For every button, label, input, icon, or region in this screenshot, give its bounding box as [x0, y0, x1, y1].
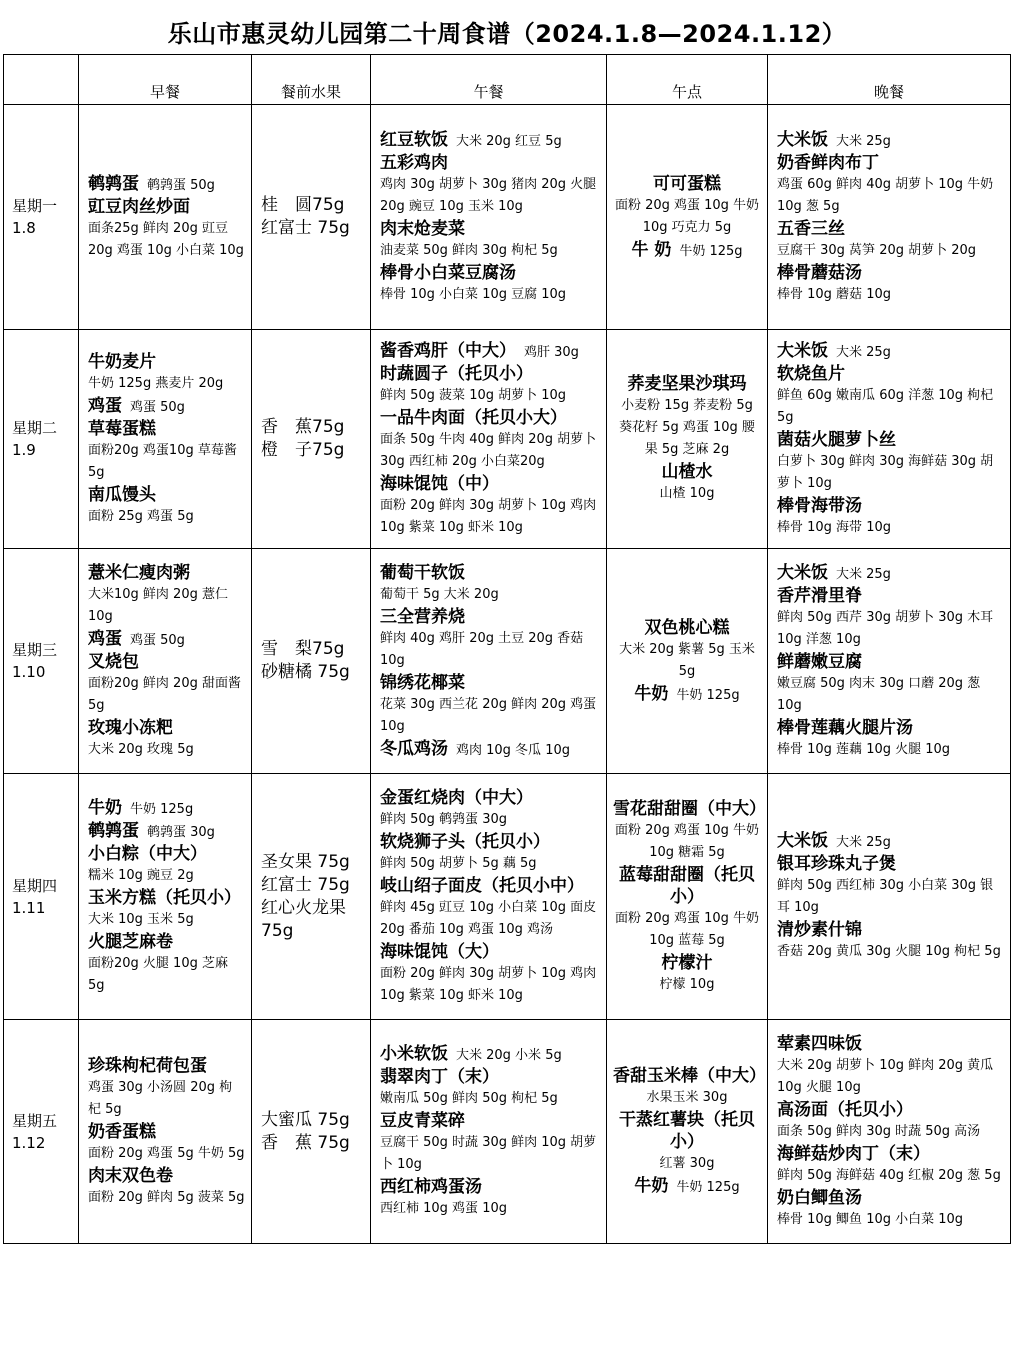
dish-ingredients: 鲜肉 50g 菠菜 10g 胡萝卜 10g — [380, 387, 567, 403]
dish-item — [777, 1143, 1004, 1165]
dish-ingredients: 油麦菜 50g 鲜肉 30g 枸杞 5g — [380, 242, 558, 258]
dish-item — [777, 152, 1004, 174]
dish-ingredients: 白萝卜 30g 鲜肉 30g 海鲜菇 30g 胡萝卜 10g — [777, 453, 994, 491]
dish-item — [777, 429, 1004, 451]
dish-item — [613, 173, 761, 195]
dish-item — [380, 672, 600, 694]
dish-ingredients: 大米 20g 胡萝卜 10g 鲜肉 20g 黄瓜 10g 火腿 10g — [777, 1057, 994, 1095]
dish-name: 岐山绍子面皮（托贝小中） — [380, 875, 584, 896]
day-date: 1.9 — [12, 441, 36, 459]
snack-cell — [607, 105, 768, 330]
dish-name: 豆皮青菜碎 — [380, 1111, 465, 1131]
dish-ingredients: 大米10g 鲜肉 20g 薏仁 10g — [88, 586, 228, 624]
dish-name: 荞麦坚果沙琪玛 — [627, 374, 747, 394]
day-date: 1.8 — [12, 219, 36, 237]
dish-ingredients: 小麦粉 15g 荞麦粉 5g 葵花籽 5g 鸡蛋 10g 腰果 5g 芝麻 2g — [619, 398, 755, 457]
dish-name: 鸡蛋 — [88, 395, 122, 416]
dish-name: 鹌鹑蛋 — [88, 173, 139, 194]
dish-item — [88, 1165, 245, 1187]
dish-name: 肉末双色卷 — [88, 1165, 173, 1186]
dish-ingredients: 面粉 20g 鸡蛋 10g 牛奶 10g 糖霜 5g — [614, 822, 760, 860]
dish-ingredients: 鲜肉 50g 西红柿 30g 小白菜 30g 银耳 10g — [777, 878, 994, 915]
dish-ingredients: 面粉 20g 鲜肉 30g 胡萝卜 10g 鸡肉 10g 紫菜 10g 虾米 10g — [380, 497, 597, 535]
dish-ingredients: 面条 50g 牛肉 40g 鲜肉 20g 胡萝卜 30g 西红柿 20g 小白菜20g — [380, 431, 597, 469]
dish-name: 小白粽（中大） — [88, 843, 207, 864]
day-name: 星期二 — [12, 419, 58, 437]
dish-ingredients: 水果玉米 30g — [646, 1090, 728, 1105]
dish-item — [777, 363, 1004, 385]
dish-name: 肉末炝麦菜 — [380, 218, 465, 239]
header-fruit: 餐前水果 — [252, 55, 371, 105]
dish-name: 红豆软饭 — [380, 129, 448, 150]
lunch-cell — [371, 549, 607, 774]
header-breakfast: 早餐 — [79, 55, 252, 105]
dish-name: 大米饭 — [777, 562, 828, 583]
dish-ingredients: 鹌鹑蛋 30g — [147, 824, 215, 840]
dish-item — [777, 717, 1004, 739]
dish-name: 锦绣花椰菜 — [380, 672, 465, 693]
dish-item — [380, 1110, 600, 1132]
dinner-cell — [768, 330, 1011, 549]
dish-ingredients: 大米 25g — [836, 835, 891, 850]
dish-name: 牛奶 — [634, 683, 669, 704]
dish-name: 三全营养烧 — [380, 606, 465, 627]
dish-name: 银耳珍珠丸子煲 — [777, 854, 896, 874]
dish-item — [88, 395, 245, 418]
dish-item — [380, 787, 600, 809]
day-name: 星期一 — [12, 197, 58, 215]
dish-item — [613, 1065, 766, 1087]
dish-name: 棒骨莲藕火腿片汤 — [777, 717, 913, 738]
dish-name: 五彩鸡肉 — [380, 152, 448, 173]
dish-ingredients: 鹌鹑蛋 50g — [147, 177, 215, 193]
dish-item — [88, 562, 245, 584]
dish-ingredients: 牛奶 125g — [676, 687, 740, 703]
dish-item — [777, 830, 1004, 853]
dish-name: 牛奶 — [634, 1176, 669, 1196]
dish-item — [777, 129, 1004, 152]
dish-ingredients: 面粉 20g 鲜肉 5g 菠菜 5g — [88, 1189, 245, 1205]
dish-item — [88, 820, 245, 843]
dish-name: 鹌鹑蛋 — [88, 820, 139, 841]
fruit-item: 大蜜瓜 75g — [261, 1109, 350, 1130]
breakfast-cell — [79, 330, 252, 549]
dish-item — [777, 919, 1004, 941]
dish-name: 菌菇火腿萝卜丝 — [777, 429, 896, 450]
dish-ingredients: 大米 20g 玫瑰 5g — [88, 741, 194, 757]
breakfast-cell — [79, 774, 252, 1020]
header-lunch: 午餐 — [371, 55, 607, 105]
dish-name: 叉烧包 — [88, 651, 139, 672]
dish-name: 荤素四味饭 — [777, 1033, 862, 1054]
dish-name: 蓝莓甜甜圈（托贝小） — [619, 864, 755, 907]
dish-name: 火腿芝麻卷 — [88, 931, 173, 952]
fruit-item: 桂 圆75g — [261, 195, 345, 215]
dish-name: 海鲜菇炒肉丁（末） — [777, 1143, 930, 1164]
dish-name: 干蒸红薯块（托贝小） — [619, 1110, 755, 1152]
dish-name: 葡萄干软饭 — [380, 562, 465, 583]
dish-item — [613, 798, 766, 820]
day-cell — [4, 1020, 79, 1244]
dish-ingredients: 大米 25g — [836, 133, 891, 149]
dish-item — [777, 1187, 1004, 1209]
dish-item — [380, 941, 600, 963]
dish-name: 软烧狮子头（托贝小） — [380, 831, 550, 852]
dish-item — [380, 831, 600, 853]
dish-item — [380, 152, 600, 174]
dish-ingredients: 红薯 30g — [659, 1156, 715, 1171]
day-name: 星期三 — [12, 641, 58, 659]
dish-item — [613, 373, 761, 395]
dish-item — [777, 340, 1004, 363]
dish-item — [88, 1121, 245, 1143]
table-row — [4, 549, 1011, 774]
dish-name: 金蛋红烧肉（中大） — [380, 787, 533, 808]
dish-item — [777, 262, 1004, 284]
dish-ingredients: 棒骨 10g 海带 10g — [777, 519, 891, 535]
dish-ingredients: 柠檬 10g — [659, 976, 715, 992]
fruit-cell — [252, 774, 371, 1020]
dish-ingredients: 牛奶 125g — [130, 801, 194, 817]
fruit-item: 香 蕉 75g — [261, 1132, 350, 1153]
dish-ingredients: 大米 20g 红豆 5g — [456, 133, 562, 149]
dish-item — [380, 129, 600, 152]
dish-item — [613, 952, 761, 974]
dish-name: 大米饭 — [777, 831, 828, 851]
dish-ingredients: 鲜肉 50g 鹌鹑蛋 30g — [380, 811, 507, 827]
dish-item — [613, 1109, 761, 1153]
dish-name: 高汤面（托贝小） — [777, 1099, 913, 1120]
dish-name: 南瓜馒头 — [88, 484, 156, 505]
dish-name: 鲜蘑嫩豆腐 — [777, 651, 862, 672]
dish-ingredients: 鲜肉 50g 海鲜菇 40g 红椒 20g 葱 5g — [777, 1167, 1001, 1183]
snack-cell — [607, 774, 768, 1020]
dish-ingredients: 山楂 10g — [659, 486, 715, 501]
dish-ingredients: 牛奶 125g — [676, 1180, 740, 1195]
lunch-cell — [371, 1020, 607, 1244]
dish-name: 棒骨海带汤 — [777, 495, 862, 516]
dish-ingredients: 大米 20g 小米 5g — [456, 1048, 562, 1063]
dish-ingredients: 面粉20g 鲜肉 20g 甜面酱 5g — [88, 675, 241, 713]
dish-name: 大米饭 — [777, 340, 828, 361]
dish-name: 牛 奶 — [631, 239, 672, 260]
dish-name: 棒骨小白菜豆腐汤 — [380, 262, 516, 283]
dish-name: 西红柿鸡蛋汤 — [380, 1177, 482, 1197]
dish-item — [88, 651, 245, 673]
dish-ingredients: 牛奶 125g 燕麦片 20g — [88, 375, 224, 391]
breakfast-cell — [79, 549, 252, 774]
dish-name: 薏米仁瘦肉粥 — [88, 562, 190, 583]
dish-ingredients: 面粉 20g 鸡蛋 10g 牛奶 10g 蓝莓 5g — [614, 910, 760, 948]
dish-ingredients: 嫩豆腐 50g 肉末 30g 口蘑 20g 葱 10g — [777, 675, 981, 713]
table-row — [4, 330, 1011, 549]
dish-name: 时蔬圆子（托贝小） — [380, 363, 533, 384]
fruit-item: 香 蕉75g — [261, 417, 345, 437]
dish-item — [380, 473, 600, 495]
day-date: 1.10 — [12, 663, 46, 681]
dinner-cell — [768, 105, 1011, 330]
dish-name: 珍珠枸杞荷包蛋 — [88, 1055, 207, 1076]
dish-name: 海味馄饨（大） — [380, 941, 499, 962]
dish-name: 柠檬汁 — [661, 952, 713, 973]
dish-ingredients: 面粉 25g 鸡蛋 5g — [88, 508, 194, 524]
dish-ingredients: 鸡蛋 50g — [130, 399, 185, 415]
dish-item — [777, 651, 1004, 673]
dish-item — [88, 843, 245, 865]
dish-item — [613, 461, 761, 483]
fruit-cell — [252, 105, 371, 330]
dish-item — [88, 628, 245, 651]
dish-name: 香甜玉米棒（中大） — [613, 1066, 766, 1086]
dish-item — [777, 585, 1004, 607]
dish-name: 奶香鲜肉布丁 — [777, 152, 879, 173]
dish-item — [613, 239, 761, 262]
dish-item — [88, 1055, 245, 1077]
dish-ingredients: 鸡肉 10g 冬瓜 10g — [456, 742, 570, 758]
fruit-item: 橙 子75g — [261, 440, 345, 460]
dish-ingredients: 豆腐干 30g 莴笋 20g 胡萝卜 20g — [777, 242, 977, 258]
breakfast-cell — [79, 105, 252, 330]
dish-item — [380, 1176, 600, 1198]
dish-ingredients: 鲜鱼 60g 嫩南瓜 60g 洋葱 10g 枸杞 5g — [777, 387, 994, 425]
lunch-cell — [371, 774, 607, 1020]
fruit-item: 雪 梨75g — [261, 639, 345, 659]
day-cell — [4, 105, 79, 330]
day-name: 星期五 — [12, 1111, 58, 1130]
dish-item — [380, 875, 600, 897]
dish-ingredients: 鲜肉 40g 鸡肝 20g 土豆 20g 香菇 10g — [380, 630, 584, 668]
dish-item — [613, 617, 761, 639]
dish-name: 小米软饭 — [380, 1044, 448, 1064]
lunch-cell — [371, 330, 607, 549]
dish-name: 海味馄饨（中） — [380, 473, 499, 494]
dish-ingredients: 棒骨 10g 小白菜 10g 豆腐 10g — [380, 286, 567, 302]
dish-ingredients: 棒骨 10g 鲫鱼 10g 小白菜 10g — [777, 1211, 964, 1227]
dish-name: 冬瓜鸡汤 — [380, 738, 448, 759]
dish-item — [88, 931, 245, 953]
dish-ingredients: 鲜肉 50g 胡萝卜 5g 藕 5g — [380, 855, 537, 871]
dish-name: 牛奶 — [88, 797, 122, 818]
day-cell — [4, 549, 79, 774]
dish-ingredients: 鸡蛋 30g 小汤圆 20g 枸杞 5g — [88, 1079, 233, 1117]
dish-ingredients: 糯米 10g 豌豆 2g — [88, 867, 194, 883]
dish-ingredients: 花菜 30g 西兰花 20g 鲜肉 20g 鸡蛋 10g — [380, 696, 597, 734]
dish-item — [380, 1043, 600, 1066]
day-cell — [4, 774, 79, 1020]
dish-ingredients: 鸡肝 30g — [524, 344, 579, 360]
dish-name: 可可蛋糕 — [653, 173, 721, 194]
fruit-item: 红富士 75g — [261, 218, 350, 238]
dish-item — [88, 484, 245, 506]
day-cell — [4, 330, 79, 549]
dish-name: 一品牛肉面（托贝小大） — [380, 407, 567, 428]
dinner-cell — [768, 549, 1011, 774]
dish-item — [88, 717, 245, 739]
dish-name: 玉米方糕（托贝小） — [88, 887, 241, 908]
dish-item — [613, 683, 761, 706]
dish-item — [777, 495, 1004, 517]
dish-ingredients: 大米 25g — [836, 344, 891, 360]
snack-cell — [607, 1020, 768, 1244]
header-day — [4, 55, 79, 105]
fruit-item: 圣女果 75g — [261, 851, 350, 872]
dish-name: 软烧鱼片 — [777, 363, 845, 384]
menu-table — [3, 54, 1011, 1244]
dish-name: 山楂水 — [661, 462, 713, 482]
dish-item — [88, 797, 245, 820]
dish-name: 奶香蛋糕 — [88, 1121, 156, 1142]
dish-item — [613, 864, 761, 908]
snack-cell — [607, 549, 768, 774]
snack-cell — [607, 330, 768, 549]
fruit-item: 砂糖橘 75g — [261, 662, 350, 682]
dish-item — [777, 853, 1004, 875]
dish-ingredients: 鸡蛋 50g — [130, 632, 185, 648]
dish-item — [380, 562, 600, 584]
dish-ingredients: 鲜肉 50g 西芹 30g 胡萝卜 30g 木耳 10g 洋葱 10g — [777, 609, 994, 647]
dish-ingredients: 面条 50g 鲜肉 30g 时蔬 50g 高汤 — [777, 1123, 981, 1139]
dish-ingredients: 嫩南瓜 50g 鲜肉 50g 枸杞 5g — [380, 1091, 558, 1106]
dish-name: 奶白鲫鱼汤 — [777, 1187, 862, 1208]
dish-ingredients: 鸡肉 30g 胡萝卜 30g 猪肉 20g 火腿 20g 豌豆 10g 玉米 10g — [380, 176, 597, 214]
lunch-cell — [371, 105, 607, 330]
dish-ingredients: 西红柿 10g 鸡蛋 10g — [380, 1201, 507, 1216]
page-title: 乐山市惠灵幼儿园第二十周食谱（2024.1.8—2024.1.12） — [167, 20, 847, 48]
dish-ingredients: 大米 20g 紫薯 5g 玉米 5g — [619, 641, 755, 679]
dish-item — [380, 363, 600, 385]
dish-name: 清炒素什锦 — [777, 920, 862, 940]
dish-ingredients: 豆腐干 50g 时蔬 30g 鲜肉 10g 胡萝卜 10g — [380, 1135, 597, 1172]
dish-ingredients: 鲜肉 45g 豇豆 10g 小白菜 10g 面皮 20g 番茄 10g 鸡蛋 10g 鸡汤 — [380, 899, 597, 937]
dish-item — [380, 407, 600, 429]
fruit-item: 红富士 75g — [261, 874, 350, 895]
dish-ingredients: 面粉 20g 鸡蛋 5g 牛奶 5g — [88, 1145, 245, 1161]
fruit-cell — [252, 330, 371, 549]
dish-name: 双色桃心糕 — [644, 617, 730, 638]
dish-name: 酱香鸡肝（中大） — [380, 340, 516, 361]
day-date: 1.12 — [12, 1133, 46, 1152]
dish-ingredients: 面粉20g 鸡蛋10g 草莓酱 5g — [88, 442, 237, 480]
dish-name: 草莓蛋糕 — [88, 418, 156, 439]
header-snack: 午点 — [607, 55, 768, 105]
dish-ingredients: 面条25g 鲜肉 20g 豇豆 20g 鸡蛋 10g 小白菜 10g — [88, 220, 244, 258]
breakfast-cell — [79, 1020, 252, 1244]
dinner-cell — [768, 1020, 1011, 1244]
dish-ingredients: 香菇 20g 黄瓜 30g 火腿 10g 枸杞 5g — [777, 944, 1001, 959]
dish-item — [777, 218, 1004, 240]
table-row — [4, 774, 1011, 1020]
dish-item — [380, 1066, 600, 1088]
dish-name: 香芹滑里脊 — [777, 585, 862, 606]
table-row — [4, 1020, 1011, 1244]
dish-name: 大米饭 — [777, 129, 828, 150]
dish-item — [88, 173, 245, 196]
dish-name: 牛奶麦片 — [88, 351, 156, 372]
header-dinner: 晚餐 — [768, 55, 1011, 105]
dish-ingredients: 大米 25g — [836, 566, 891, 582]
table-row — [4, 105, 1011, 330]
dish-item — [380, 262, 600, 284]
dish-item — [380, 738, 600, 761]
day-date: 1.11 — [12, 898, 46, 917]
header-row — [4, 55, 1011, 105]
dish-ingredients: 面粉 20g 鲜肉 30g 胡萝卜 10g 鸡肉 10g 紫菜 10g 虾米 10g — [380, 965, 597, 1003]
dish-name: 五香三丝 — [777, 218, 845, 239]
dish-item — [380, 606, 600, 628]
dish-item — [380, 340, 600, 363]
dish-ingredients: 棒骨 10g 莲藕 10g 火腿 10g — [777, 741, 951, 757]
dish-name: 鸡蛋 — [88, 628, 122, 649]
day-name: 星期四 — [12, 876, 58, 895]
dish-ingredients: 棒骨 10g 蘑菇 10g — [777, 286, 891, 302]
dish-name: 翡翠肉丁（末） — [380, 1067, 499, 1087]
dinner-cell — [768, 774, 1011, 1020]
dish-ingredients: 面粉20g 火腿 10g 芝麻 5g — [88, 955, 228, 993]
dish-name: 豇豆肉丝炒面 — [88, 196, 190, 217]
dish-name: 玫瑰小冻粑 — [88, 717, 173, 738]
dish-ingredients: 鸡蛋 60g 鲜肉 40g 胡萝卜 10g 牛奶 10g 葱 5g — [777, 176, 994, 214]
dish-item — [88, 196, 245, 218]
dish-item — [777, 562, 1004, 585]
dish-item — [777, 1099, 1004, 1121]
dish-item — [88, 418, 245, 440]
fruit-item: 红心火龙果 75g — [261, 897, 346, 941]
dish-ingredients: 牛奶 125g — [679, 243, 743, 259]
dish-name: 雪花甜甜圈（中大） — [613, 798, 766, 819]
dish-name: 棒骨蘑菇汤 — [777, 262, 862, 283]
dish-ingredients: 葡萄干 5g 大米 20g — [380, 586, 499, 602]
fruit-cell — [252, 549, 371, 774]
dish-ingredients: 大米 10g 玉米 5g — [88, 911, 194, 927]
dish-item — [88, 351, 245, 373]
fruit-cell — [252, 1020, 371, 1244]
dish-item — [88, 887, 245, 909]
dish-item — [777, 1033, 1004, 1055]
dish-item — [613, 1175, 761, 1198]
dish-item — [380, 218, 600, 240]
dish-ingredients: 面粉 20g 鸡蛋 10g 牛奶 10g 巧克力 5g — [614, 197, 760, 235]
